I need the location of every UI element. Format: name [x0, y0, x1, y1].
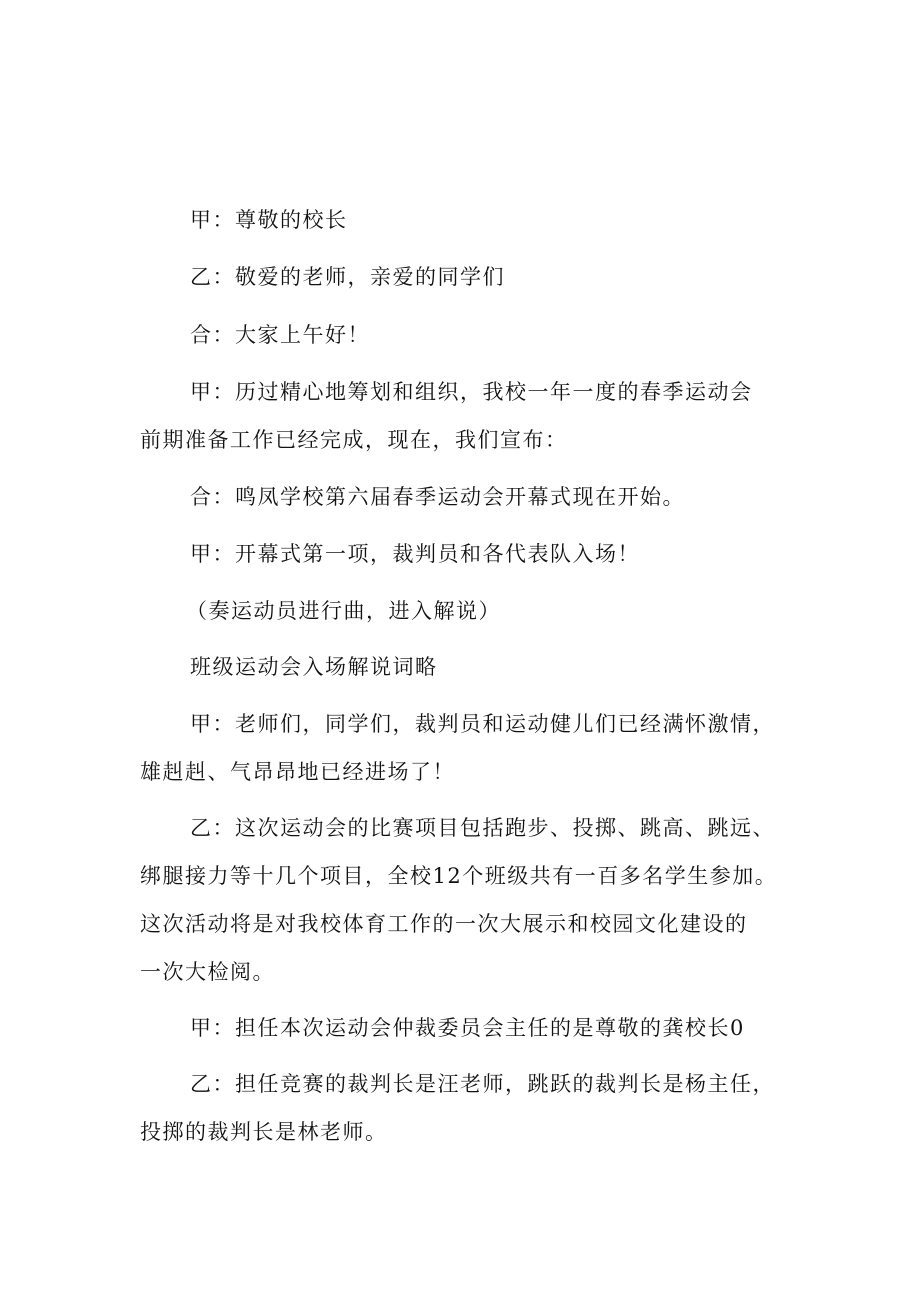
line-17: 乙：担任竞赛的裁判长是汪老师，跳跃的裁判长是杨主任， — [190, 1072, 775, 1096]
line-15: 一次大检阅。 — [140, 960, 275, 984]
line-1: 甲：尊敬的校长 — [190, 208, 348, 232]
line-12: 乙：这次运动会的比赛项目包括跑步、投掷、跳高、跳远、 — [190, 816, 775, 840]
line-9: 班级运动会入场解说词略 — [190, 655, 438, 679]
line-14: 这次活动将是对我校体育工作的一次大展示和校园文化建设的 — [140, 912, 748, 936]
line-5: 前期准备工作已经完成，现在，我们宣布： — [140, 428, 568, 452]
line-2: 乙：敬爱的老师，亲爱的同学们 — [190, 265, 505, 289]
line-6: 合：鸣凤学校第六届春季运动会开幕式现在开始。 — [190, 485, 685, 509]
line-16: 甲：担任本次运动会仲裁委员会主任的是尊敬的龚校长0 — [190, 1016, 745, 1040]
line-8: （奏运动员进行曲，进入解说） — [186, 599, 501, 623]
line-4: 甲：历过精心地筹划和组织，我校一年一度的春季运动会 — [190, 380, 753, 404]
line-13: 绑腿接力等十几个项目，全校12个班级共有一百多名学生参加。 — [140, 864, 778, 888]
line-10: 甲：老师们，同学们，裁判员和运动健儿们已经满怀激情， — [190, 712, 775, 736]
line-3: 合：大家上午好！ — [190, 323, 370, 347]
line-7: 甲：开幕式第一项，裁判员和各代表队入场！ — [190, 542, 640, 566]
line-18: 投掷的裁判长是林老师。 — [140, 1120, 388, 1144]
line-11: 雄赳赳、气昂昂地已经进场了！ — [140, 760, 455, 784]
